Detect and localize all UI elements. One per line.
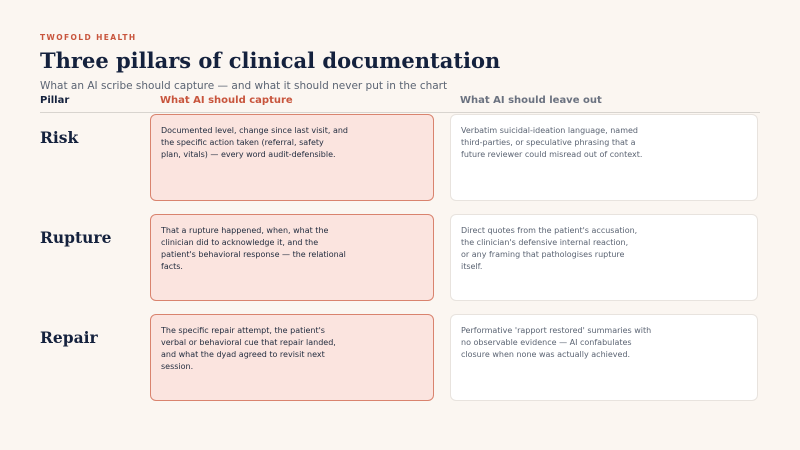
leave-out-text: Verbatim suicidal-ideation language, named third-parties, or speculative phrasing that a future reviewer could misread out of context. [461, 126, 643, 159]
page-subtitle: What an AI scribe should capture — and what it should never put in the chart [40, 80, 448, 92]
capture-text: That a rupture happened, when, what the clinician did to acknowledge it, and the patient's behavioral response — the relational facts. [161, 226, 346, 271]
capture-card [150, 314, 434, 401]
column-header-leave-out: What AI should leave out [460, 95, 602, 106]
column-header-capture: What AI should capture [160, 95, 293, 106]
pillar-label: Risk [40, 128, 79, 147]
header-divider [40, 112, 760, 113]
page-title: Three pillars of clinical documentation [40, 48, 501, 73]
leave-out-text: Direct quotes from the patient's accusation, the clinician's defensive internal reaction, or any framing that pathologises rupture itself. [461, 226, 638, 271]
pillar-label: Rupture [40, 228, 112, 247]
capture-text: Documented level, change since last visit, and the specific action taken (referral, safety plan, vitals) — every word audit-defensible. [161, 126, 348, 159]
leave-out-card [450, 314, 758, 401]
leave-out-text: Performative 'rapport restored' summaries with no observable evidence — AI confabulates closure when none was actually achieved. [461, 326, 652, 359]
pillar-row-risk [0, 114, 800, 202]
leave-out-card [450, 114, 758, 201]
brand-label: TWOFOLD HEALTH [40, 33, 137, 42]
capture-card [150, 214, 434, 301]
column-header-pillar: Pillar [40, 95, 70, 106]
leave-out-card [450, 214, 758, 301]
capture-text: The specific repair attempt, the patient's verbal or behavioral cue that repair landed, and what the dyad agreed to revisit next session. [161, 326, 336, 371]
pillar-label: Repair [40, 328, 98, 347]
capture-card [150, 114, 434, 201]
pillar-row-repair [0, 314, 800, 402]
pillar-row-rupture [0, 214, 800, 302]
